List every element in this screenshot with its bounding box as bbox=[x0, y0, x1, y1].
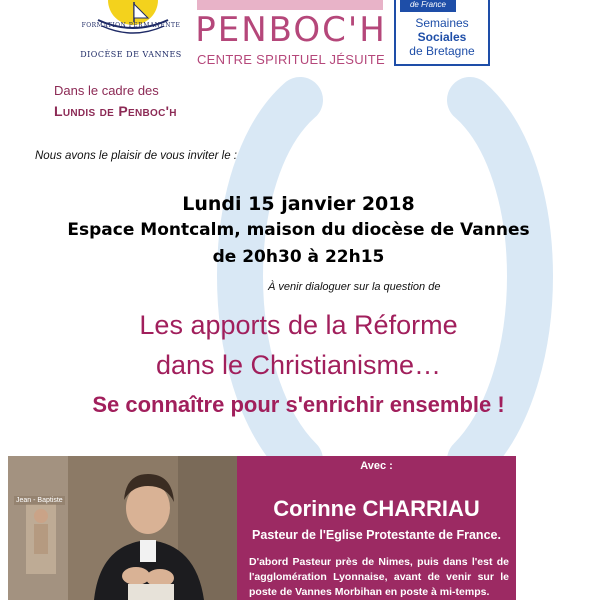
penboch-logo bbox=[195, 0, 387, 70]
ssb-tag: de France bbox=[400, 0, 456, 12]
intro-context: Dans le cadre des bbox=[54, 83, 159, 98]
ssb-line2: Sociales bbox=[417, 30, 467, 44]
ssb-line3: de Bretagne bbox=[409, 44, 475, 58]
event-date: Lundi 15 janvier 2018 bbox=[182, 193, 415, 215]
title-line2: dans le Christianisme… bbox=[155, 350, 442, 380]
speaker-panel bbox=[237, 456, 516, 600]
intro-series-name: Lundis de Penboc'h bbox=[54, 103, 177, 119]
speaker-photo bbox=[8, 456, 237, 600]
penboch-subtitle: CENTRE SPIRITUEL JÉSUITE bbox=[196, 52, 386, 67]
title-line3: Se connaître pour s'enrichir ensemble ! bbox=[92, 392, 505, 417]
speaker-name: Corinne CHARRIAU bbox=[273, 496, 480, 521]
speaker-with-label: Avec : bbox=[360, 460, 393, 472]
diocese-logo bbox=[80, 0, 182, 62]
speaker-photo-illustration bbox=[8, 456, 237, 600]
event-hours: de 20h30 à 22h15 bbox=[212, 247, 385, 267]
invitation-text: Nous avons le plaisir de vous inviter le : bbox=[35, 150, 237, 162]
event-place: Espace Montcalm, maison du diocèse de Vannes bbox=[67, 220, 530, 240]
question-intro: À venir dialoguer sur la question de bbox=[268, 281, 441, 293]
speaker-role: Pasteur de l'Eglise Protestante de France. bbox=[252, 528, 501, 542]
penboch-name: PENBOC'H bbox=[195, 10, 387, 50]
penboch-logo-band bbox=[197, 0, 383, 10]
diocese-line2: DIOCÈSE DE VANNES bbox=[80, 50, 182, 59]
diocese-line1: FORMATION PERMANENTE bbox=[81, 22, 181, 29]
sun-icon bbox=[90, 0, 176, 42]
ssb-logo bbox=[394, 0, 490, 66]
photo-caption: Jean - Baptiste bbox=[16, 497, 63, 504]
speaker-bio: D'abord Pasteur près de Nimes, puis dans l'est de l'agglomération Lyonnaise, avant de venir sur le poste de Vannes Morbihan en poste à mi-temps. bbox=[249, 556, 509, 598]
title-line1: Les apports de la Réforme bbox=[139, 310, 458, 340]
ssb-line1: Semaines bbox=[415, 16, 469, 30]
